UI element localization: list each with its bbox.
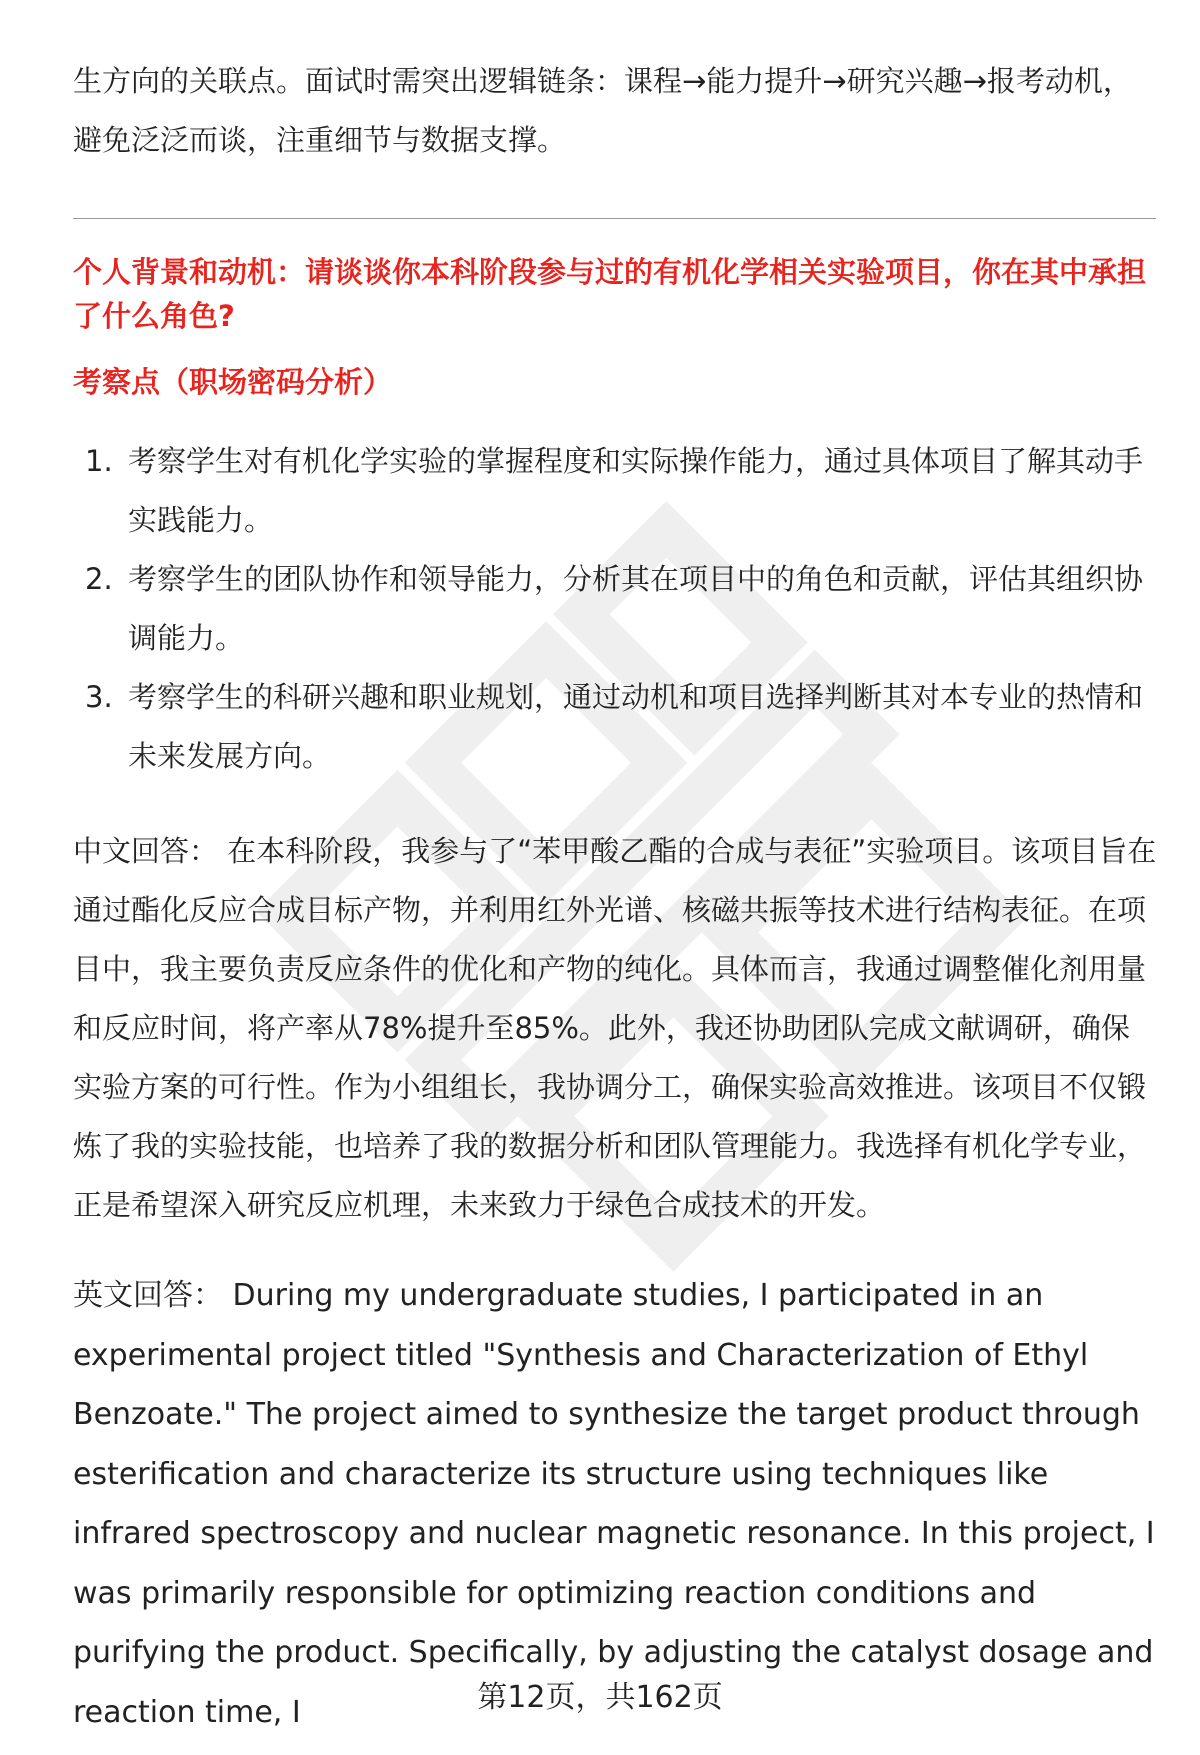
- assessment-point: [73, 668, 1158, 786]
- assessment-point: [73, 550, 1158, 668]
- question-heading: 个人背景和动机：请谈谈你本科阶段参与过的有机化学相关实验项目，你在其中承担了什么角色?: [73, 255, 1147, 333]
- page-number-footer: 第12页，共162页: [477, 1680, 723, 1715]
- section-divider: [73, 218, 1156, 219]
- chinese-answer-paragraph: 中文回答： 在本科阶段，我参与了“苯甲酸乙酯的合成与表征”实验项目。该项目旨在通过酯化反应合成目标产物，并利用红外光谱、核磁共振等技术进行结构表征。在项目中，我主要负责反应条件的优化和产物的纯化。具体而言，我通过调整催化剂用量和反应时间，将产率从78%提升至85%。此外，我还协助团队完成文献调研，确保实验方案的可行性。作为小组组长，我协调分工，确保实验高效推进。该项目不仅锻炼了我的实验技能，也培养了我的数据分析和团队管理能力。我选择有机化学专业，正是希望深入研究反应机理，未来致力于绿色合成技术的开发。: [73, 834, 1157, 1222]
- point-number: 1.: [85, 444, 113, 478]
- point-text: 考察学生的科研兴趣和职业规划，通过动机和项目选择判断其对本专业的热情和未来发展方向。: [128, 680, 1144, 773]
- assessment-points-list: [73, 432, 1158, 786]
- point-text: 考察学生对有机化学实验的掌握程度和实际操作能力，通过具体项目了解其动手实践能力。: [128, 444, 1144, 537]
- point-number: 3.: [85, 680, 113, 714]
- assessment-point: [73, 432, 1158, 550]
- intro-paragraph: 生方向的关联点。面试时需突出逻辑链条：课程→能力提升→研究兴趣→报考动机，避免泛泛而谈，注重细节与数据支撑。: [73, 64, 1132, 157]
- point-text: 考察学生的团队协作和领导能力，分析其在项目中的角色和贡献，评估其组织协调能力。: [128, 562, 1144, 655]
- assessment-heading: 考察点（职场密码分析）: [73, 365, 393, 399]
- english-answer-paragraph: 英文回答： During my undergraduate studies, I participated in an experimental project titled "Synthesis and Characterization of Ethyl Benzoate." The project aimed to synthesize the target product through esterification and characterize its structure using techniques like infrared spectroscopy and nuclear magnetic resonance. In this project, I was primarily responsible for optimizing reaction conditions and purifying the product. Specifically, by adjusting the catalyst dosage and reaction time, I: [73, 1278, 1155, 1730]
- point-number: 2.: [85, 562, 113, 596]
